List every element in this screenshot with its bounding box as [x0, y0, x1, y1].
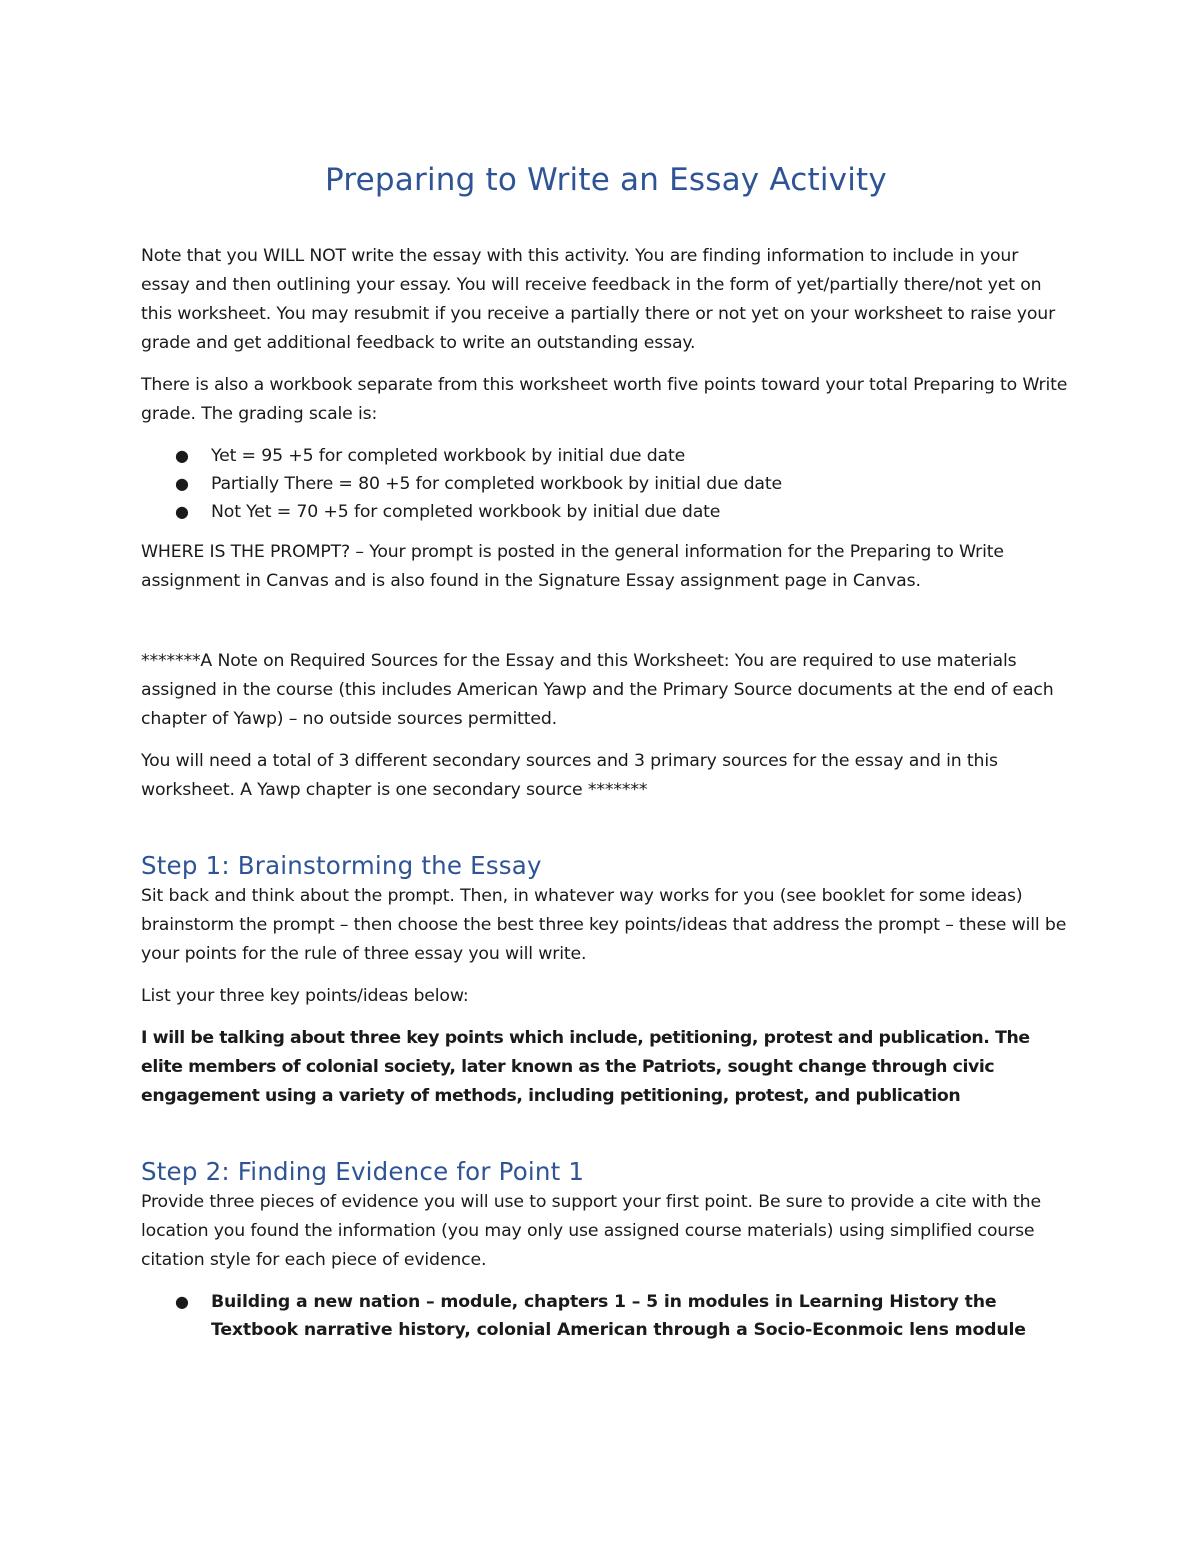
bullet-dot-icon: ●	[175, 474, 189, 493]
step1-instructions: Sit back and think about the prompt. Then, in whatever way works for you (see booklet for some ideas) brainstorm the prompt – then choose the best three key points/ideas that address the prompt – these will be your points for the rule of three essay you will write.	[141, 886, 1067, 964]
intro-paragraph: Note that you WILL NOT write the essay with this activity. You are finding information to include in your essay and then outlining your essay. You will receive feedback in the form of yet/partially there/not yet on this worksheet. You may resubmit if you receive a partially there or not yet on your worksheet to raise your grade and get additional feedback to write an outstanding essay.	[141, 246, 1056, 353]
sources-note-paragraph: *******A Note on Required Sources for the Essay and this Worksheet: You are required to use materials assigned in the course (this includes American Yawp and the Primary Source documents at the end of each chapter of Yawp) – no outside sources permitted.	[141, 651, 1054, 729]
bullet-dot-icon: ●	[175, 1292, 189, 1311]
grading-scale-yet: Yet = 95 +5 for completed workbook by initial due date	[211, 446, 686, 466]
workbook-paragraph: There is also a workbook separate from this worksheet worth five points toward your total Preparing to Write grade. The grading scale is:	[141, 375, 1068, 424]
grading-scale-list	[141, 442, 1071, 526]
spacer	[141, 1124, 1071, 1156]
step1-list-prompt: List your three key points/ideas below:	[141, 986, 469, 1006]
step2-instructions: Provide three pieces of evidence you will use to support your first point. Be sure to provide a cite with the location you found the information (you may only use assigned course materials) using simplified course citation style for each piece of evidence.	[141, 1192, 1041, 1270]
step2-heading: Step 2: Finding Evidence for Point 1	[141, 1157, 585, 1186]
bullet-dot-icon: ●	[175, 502, 189, 521]
spacer	[141, 818, 1071, 850]
step1-answer: I will be talking about three key points which include, petitioning, protest and publication. The elite members of colonial society, later known as the Patriots, sought change through civic engagement using a variety of methods, including petitioning, protest, and publication	[141, 1028, 1030, 1106]
spacer	[141, 609, 1071, 647]
list-item	[141, 470, 1071, 498]
list-item	[141, 442, 1071, 470]
list-item	[141, 498, 1071, 526]
prompt-paragraph: WHERE IS THE PROMPT? – Your prompt is posted in the general information for the Preparing to Write assignment in Canvas and is also found in the Signature Essay assignment page in Canvas.	[141, 542, 1004, 591]
bullet-dot-icon: ●	[175, 446, 189, 465]
grading-scale-not-yet: Not Yet = 70 +5 for completed workbook by initial due date	[211, 502, 721, 522]
document-body	[141, 162, 1071, 1356]
document-title: Preparing to Write an Essay Activity	[325, 162, 887, 198]
grading-scale-partially: Partially There = 80 +5 for completed workbook by initial due date	[211, 474, 782, 494]
evidence-list	[141, 1288, 1071, 1344]
evidence-item: Building a new nation – module, chapters 1 – 5 in modules in Learning History the Textbook narrative history, colonial American through a Socio-Econmoic lens module	[211, 1292, 1026, 1340]
sources-count-paragraph: You will need a total of 3 different secondary sources and 3 primary sources for the essay and in this worksheet. A Yawp chapter is one secondary source *******	[141, 751, 998, 800]
step1-heading: Step 1: Brainstorming the Essay	[141, 851, 542, 880]
list-item	[141, 1288, 1071, 1344]
